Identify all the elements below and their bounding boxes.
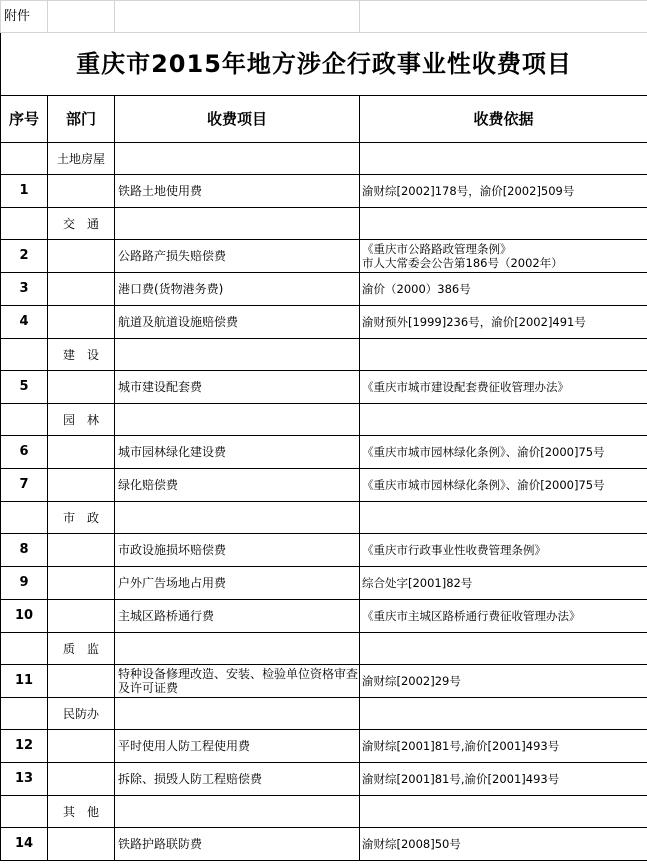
- fee-item-cell: [115, 143, 360, 175]
- basis-cell: 《重庆市城市园林绿化条例》、渝价[2000]75号: [360, 469, 647, 502]
- department-cell: [48, 273, 115, 306]
- table-row: [1, 665, 647, 698]
- table-row: [1, 306, 647, 339]
- table-row: [1, 273, 647, 306]
- fee-item-cell: 户外广告场地占用费: [115, 567, 360, 600]
- department-cell: 土地房屋: [48, 143, 115, 175]
- department-cell: [48, 469, 115, 502]
- table-row: [1, 240, 647, 273]
- fee-item-cell: [115, 796, 360, 828]
- table-row: [1, 730, 647, 763]
- row-number: 8: [1, 534, 48, 567]
- fee-item-cell: 港口费(货物港务费): [115, 273, 360, 306]
- table-row: [1, 828, 647, 861]
- row-number: [1, 143, 48, 175]
- row-number: [1, 404, 48, 436]
- basis-cell: 渝财综[2002]29号: [360, 665, 647, 698]
- basis-cell: 渝财综[2008]50号: [360, 828, 647, 861]
- department-cell: [48, 600, 115, 633]
- department-cell: 其 他: [48, 796, 115, 828]
- attachment-label: 附件: [1, 1, 48, 33]
- fee-item-cell: [115, 502, 360, 534]
- department-cell: 民防办: [48, 698, 115, 730]
- row-number: [1, 502, 48, 534]
- fee-item-cell: 平时使用人防工程使用费: [115, 730, 360, 763]
- header-dept: 部门: [48, 96, 115, 143]
- basis-cell: [360, 698, 647, 730]
- header-item: 收费项目: [115, 96, 360, 143]
- fee-item-cell: 主城区路桥通行费: [115, 600, 360, 633]
- fee-item-cell: [115, 404, 360, 436]
- table-row: [1, 763, 647, 796]
- basis-line: 《重庆市公路路政管理条例》: [362, 242, 512, 256]
- department-cell: 交 通: [48, 208, 115, 240]
- fee-item-cell: 城市建设配套费: [115, 371, 360, 404]
- basis-cell: 《重庆市行政事业性收费管理条例》: [360, 534, 647, 567]
- department-cell: [48, 240, 115, 273]
- basis-cell: 《重庆市主城区路桥通行费征收管理办法》: [360, 600, 647, 633]
- department-cell: 建 设: [48, 339, 115, 371]
- basis-cell: [360, 339, 647, 371]
- section-row: [1, 404, 647, 436]
- table-row: [1, 600, 647, 633]
- basis-cell: 综合处字[2001]82号: [360, 567, 647, 600]
- department-cell: [48, 175, 115, 208]
- basis-cell: 渝财预外[1999]236号，渝价[2002]491号: [360, 306, 647, 339]
- fee-item-cell: [115, 633, 360, 665]
- basis-cell: [360, 404, 647, 436]
- basis-cell: 渝财综[2001]81号,渝价[2001]493号: [360, 730, 647, 763]
- row-number: 14: [1, 828, 48, 861]
- fee-item-cell: 公路路产损失赔偿费: [115, 240, 360, 273]
- row-number: [1, 698, 48, 730]
- basis-line: 市人大常委会公告第186号（2002年）: [362, 256, 563, 270]
- row-number: 5: [1, 371, 48, 404]
- basis-cell: 渝价（2000）386号: [360, 273, 647, 306]
- header-row: [1, 96, 647, 143]
- department-cell: [48, 534, 115, 567]
- department-cell: [48, 828, 115, 861]
- fee-item-cell: 拆除、损毁人防工程赔偿费: [115, 763, 360, 796]
- row-number: 11: [1, 665, 48, 698]
- basis-cell: [360, 143, 647, 175]
- department-cell: 市 政: [48, 502, 115, 534]
- department-cell: [48, 665, 115, 698]
- table-row: [1, 371, 647, 404]
- row-number: [1, 339, 48, 371]
- row-number: 7: [1, 469, 48, 502]
- row-number: 4: [1, 306, 48, 339]
- section-row: [1, 143, 647, 175]
- department-cell: [48, 436, 115, 469]
- section-row: [1, 502, 647, 534]
- department-cell: [48, 371, 115, 404]
- attachment-row: [1, 1, 647, 33]
- table-row: [1, 175, 647, 208]
- title-row: [1, 33, 647, 96]
- row-number: 12: [1, 730, 48, 763]
- fee-item-cell: 铁路护路联防费: [115, 828, 360, 861]
- basis-cell: [360, 796, 647, 828]
- row-number: [1, 633, 48, 665]
- row-number: 9: [1, 567, 48, 600]
- header-no: 序号: [1, 96, 48, 143]
- basis-cell: 《重庆市城市建设配套费征收管理办法》: [360, 371, 647, 404]
- table-row: [1, 534, 647, 567]
- section-row: [1, 339, 647, 371]
- department-cell: [48, 306, 115, 339]
- row-number: 2: [1, 240, 48, 273]
- fee-item-cell: [115, 698, 360, 730]
- fee-item-cell: 特种设备修理改造、安装、检验单位资格审查及许可证费: [115, 665, 360, 698]
- basis-cell: 渝财综[2001]81号,渝价[2001]493号: [360, 763, 647, 796]
- row-number: 6: [1, 436, 48, 469]
- department-cell: [48, 730, 115, 763]
- table-row: [1, 567, 647, 600]
- table-row: [1, 436, 647, 469]
- fee-item-cell: 城市园林绿化建设费: [115, 436, 360, 469]
- row-number: 1: [1, 175, 48, 208]
- fee-item-cell: [115, 208, 360, 240]
- basis-cell: 《重庆市城市园林绿化条例》、渝价[2000]75号: [360, 436, 647, 469]
- fee-item-cell: 市政设施损坏赔偿费: [115, 534, 360, 567]
- fee-item-cell: 航道及航道设施赔偿费: [115, 306, 360, 339]
- row-number: [1, 796, 48, 828]
- section-row: [1, 698, 647, 730]
- basis-cell: [360, 240, 647, 273]
- row-number: [1, 208, 48, 240]
- fee-item-cell: 铁路土地使用费: [115, 175, 360, 208]
- section-row: [1, 796, 647, 828]
- table-row: [1, 469, 647, 502]
- row-number: 13: [1, 763, 48, 796]
- row-number: 3: [1, 273, 48, 306]
- section-row: [1, 208, 647, 240]
- page-title: 重庆市2015年地方涉企行政事业性收费项目: [1, 33, 647, 96]
- department-cell: 园 林: [48, 404, 115, 436]
- department-cell: [48, 763, 115, 796]
- header-basis: 收费依据: [360, 96, 647, 143]
- fee-item-cell: 绿化赔偿费: [115, 469, 360, 502]
- fee-item-cell: [115, 339, 360, 371]
- section-row: [1, 633, 647, 665]
- row-number: 10: [1, 600, 48, 633]
- basis-cell: 渝财综[2002]178号，渝价[2002]509号: [360, 175, 647, 208]
- department-cell: 质 监: [48, 633, 115, 665]
- basis-cell: [360, 502, 647, 534]
- department-cell: [48, 567, 115, 600]
- basis-cell: [360, 208, 647, 240]
- basis-cell: [360, 633, 647, 665]
